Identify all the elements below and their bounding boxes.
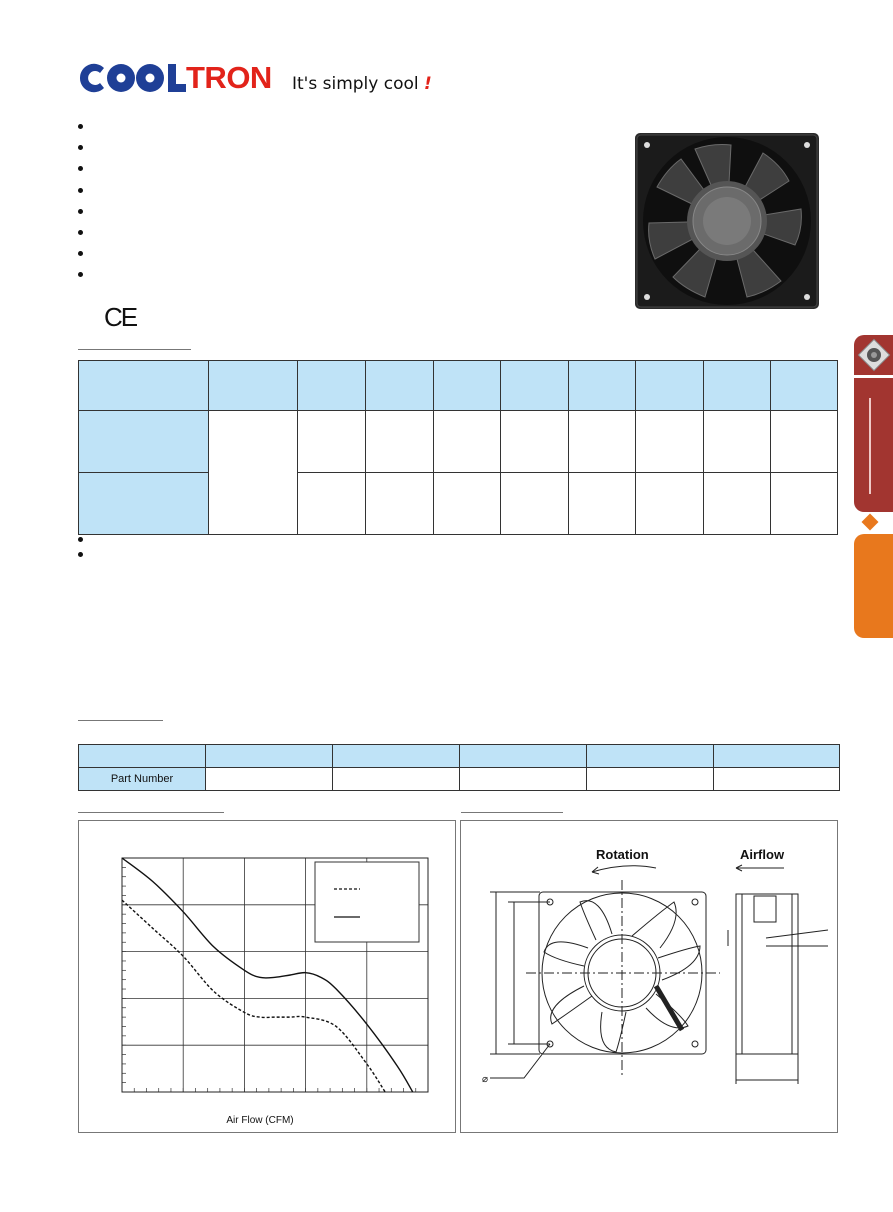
parts-header-cell bbox=[79, 745, 206, 768]
fan-blade bbox=[580, 901, 612, 940]
spec-cell bbox=[366, 411, 434, 473]
spec-header-cell bbox=[298, 361, 366, 411]
feature-bullet bbox=[78, 188, 83, 193]
spec-cell bbox=[501, 411, 569, 473]
spec-cell bbox=[569, 411, 636, 473]
part-number-label: Part Number bbox=[79, 768, 206, 791]
parts-header-cell bbox=[460, 745, 587, 768]
side-tab-diamond-icon bbox=[862, 514, 879, 531]
spec-table bbox=[78, 360, 838, 535]
spec-cell bbox=[569, 473, 636, 535]
slogan-text: It's simply cool bbox=[292, 74, 419, 94]
side-tab-fan[interactable] bbox=[854, 335, 893, 375]
side-tab-section[interactable] bbox=[854, 378, 893, 512]
part-number-cell bbox=[206, 768, 333, 791]
spec-cell bbox=[704, 473, 771, 535]
spec-header-cell bbox=[501, 361, 569, 411]
spec-cell bbox=[366, 473, 434, 535]
spec-cell bbox=[298, 411, 366, 473]
table-row bbox=[79, 473, 838, 535]
chart-legend bbox=[315, 862, 419, 942]
fan-photo bbox=[633, 131, 821, 311]
chart-section-rule bbox=[78, 812, 224, 813]
feature-bullet bbox=[78, 145, 83, 150]
fan-thumbnail-icon bbox=[854, 335, 893, 375]
dimension-drawing bbox=[460, 820, 838, 1133]
spec-cell bbox=[771, 411, 838, 473]
spec-header-cell bbox=[366, 361, 434, 411]
chart-legend-box bbox=[315, 862, 419, 942]
rotation-label: Rotation bbox=[596, 847, 649, 862]
feature-bullet bbox=[78, 251, 83, 256]
spec-model-cell bbox=[79, 411, 209, 473]
spec-cell bbox=[434, 411, 501, 473]
spec-cell bbox=[636, 411, 704, 473]
fan-blade bbox=[544, 942, 588, 966]
fan-blade bbox=[658, 946, 700, 980]
parts-section-rule bbox=[78, 720, 163, 721]
spec-header-cell bbox=[569, 361, 636, 411]
part-number-cell bbox=[714, 768, 840, 791]
spec-model-cell bbox=[79, 473, 209, 535]
chart-x-axis-label: Air Flow (CFM) bbox=[226, 1115, 294, 1126]
ce-mark: CE bbox=[104, 302, 137, 332]
feature-bullet bbox=[78, 166, 83, 171]
spec-header-cell bbox=[79, 361, 209, 411]
spec-section-rule bbox=[78, 349, 191, 350]
feature-bullet bbox=[78, 272, 83, 277]
spec-header-cell bbox=[434, 361, 501, 411]
slogan-mark: ! bbox=[424, 74, 432, 94]
part-number-cell bbox=[333, 768, 460, 791]
feature-bullet bbox=[78, 124, 83, 129]
spec-header-cell bbox=[209, 361, 298, 411]
note-bullet bbox=[78, 552, 83, 557]
parts-header-cell bbox=[206, 745, 333, 768]
spec-cell bbox=[501, 473, 569, 535]
spec-header-cell bbox=[636, 361, 704, 411]
fan-cable bbox=[656, 986, 682, 1030]
side-tab-orange[interactable] bbox=[854, 534, 893, 638]
logo-wordmark: TRON bbox=[186, 60, 272, 95]
parts-header-cell bbox=[587, 745, 714, 768]
cooltron-logo bbox=[78, 62, 288, 94]
mount-hole bbox=[692, 1041, 698, 1047]
part-number-cell bbox=[587, 768, 714, 791]
part-number-table bbox=[78, 744, 840, 791]
fan-side-view bbox=[736, 894, 798, 1054]
part-number-cell bbox=[460, 768, 587, 791]
spec-header-cell bbox=[704, 361, 771, 411]
parts-header-cell bbox=[333, 745, 460, 768]
table-row bbox=[79, 411, 838, 473]
table-row bbox=[79, 745, 840, 768]
hole-leader bbox=[490, 1044, 550, 1078]
airflow-label: Airflow bbox=[740, 847, 785, 862]
spec-cell bbox=[771, 473, 838, 535]
mount-hole bbox=[692, 899, 698, 905]
rotation-arrow bbox=[592, 866, 656, 872]
slogan bbox=[292, 74, 432, 94]
spec-cell bbox=[209, 411, 298, 535]
spec-cell bbox=[298, 473, 366, 535]
feature-bullet bbox=[78, 209, 83, 214]
feature-bullet bbox=[78, 230, 83, 235]
fan-blade bbox=[646, 994, 688, 1028]
spec-header-cell bbox=[771, 361, 838, 411]
diameter-symbol: ⌀ bbox=[482, 1074, 489, 1085]
table-row bbox=[79, 768, 840, 791]
side-view-connector bbox=[754, 896, 776, 922]
side-tab-stripe bbox=[869, 398, 871, 494]
drawing-section-rule bbox=[461, 812, 563, 813]
fan-blade bbox=[551, 986, 592, 1024]
note-bullet bbox=[78, 537, 83, 542]
dimension-leader bbox=[766, 930, 828, 938]
table-row bbox=[79, 361, 838, 411]
parts-header-cell bbox=[714, 745, 840, 768]
spec-cell bbox=[636, 473, 704, 535]
performance-chart bbox=[78, 820, 456, 1133]
spec-cell bbox=[434, 473, 501, 535]
feature-list bbox=[78, 124, 83, 294]
spec-cell bbox=[704, 411, 771, 473]
logo-cool-mark bbox=[78, 62, 186, 94]
spec-notes bbox=[78, 537, 83, 567]
